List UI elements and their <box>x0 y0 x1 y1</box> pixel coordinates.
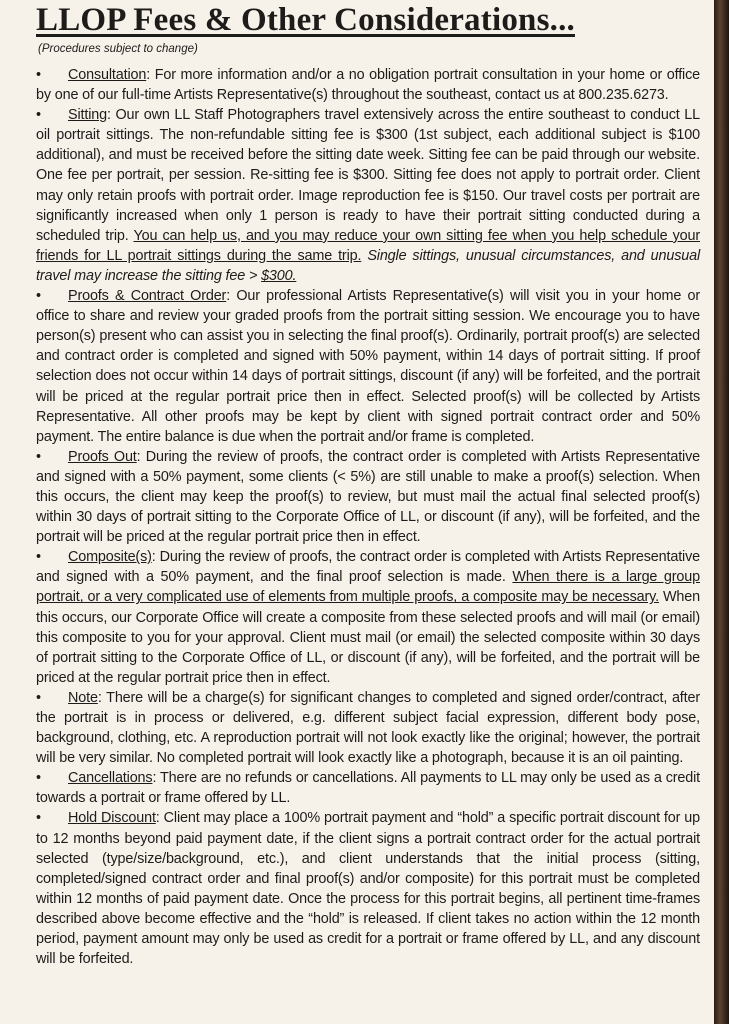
bullet: • <box>36 107 41 124</box>
bullet: • <box>36 689 41 706</box>
section-cancellations <box>36 768 700 808</box>
section-heading: Note <box>68 689 98 706</box>
section-heading: Composite(s) <box>68 549 152 566</box>
bullet: • <box>36 770 41 787</box>
section-text: : During the review of proofs, the contract order is completed with Artists Representative and signed with a 50% payment, some clients (< 5%) are still unable to make a proof(s) selection. When this occurs, the client may keep the proof(s) to review, but must mail the actual final selected proof(s) within 30 days of portrait sitting to the Corporate Office of LL, or discount (if any), will be forfeited, and the portrait will be priced at the regular portrait price then in effect. <box>36 448 700 546</box>
italic-text: Single sittings, unusual circumstances, and unusual travel may increase the sitting fee > <box>36 247 701 284</box>
section-text: : During the review of proofs, the contract order is completed with Artists Representative and signed with a 50% payment, and the final proof selection is made. <box>36 549 700 586</box>
bullet: • <box>36 288 41 305</box>
section-heading: Sitting <box>68 107 107 124</box>
section-text: : For more information and/or a no obligation portrait consultation in your home or office by one of our full-time Artists Representative(s) throughout the southeast, contact us at 800.235.6273. <box>36 67 700 104</box>
section-composites <box>36 547 700 688</box>
page-subtitle: (Procedures subject to change) <box>38 43 198 55</box>
page-title: LLOP Fees & Other Considerations... <box>36 2 575 38</box>
section-text-continued: When this occurs, our Corporate Office will create a composite from these selected proofs and will mail (or email) this composite to you for your approval. Client must mail (or email) the selected composite within 30 days of portrait sitting to the Corporate Office of LL, or discount (if any), will be forfeited, and the portrait will be priced at the regular portrait price then in effect. <box>36 589 700 686</box>
section-heading: Cancellations <box>68 770 153 787</box>
bullet: • <box>36 810 41 827</box>
section-heading: Consultation <box>68 67 147 83</box>
section-heading: Proofs & Contract Order <box>68 288 227 305</box>
italic-underlined-text: $300. <box>261 267 297 284</box>
section-note <box>36 688 700 768</box>
section-sitting <box>36 105 700 286</box>
section-text: : Our own LL Staff Photographers travel extensively across the entire southeast to conduct LL oil portrait sittings. The non-refundable sitting fee is $300 (1st subject, each additional subject is $100 additional), and must be received before the sitting date week. Sitting fee can be paid through our website. One fee per portrait, per session. Re-sitting fee is $300. Sitting fee does not apply to portrait order. Client may only retain proofs with portrait order. Image reproduction fee is $150. Our travel costs per portrait are significantly increased when only 1 person is ready to have their portrait sitting conducted during a scheduled trip. <box>36 107 700 244</box>
section-text: : Client may place a 100% portrait payment and “hold” a specific portrait discount for up to 12 months beyond paid payment date, if the client signs a portrait contract order for the actual portrait selected (type/size/background, etc.), and client understands that the initial process (sitting, completed/signed contract order and final proof(s) and/or composite) for this portrait must be completed within 12 months of paid payment date. Once the process for this portrait begins, all pertinent time-frames described above become effective and the “hold” is released. If client takes no action within the 12 month period, payment amount may only be used as credit for a portrait or frame offered by LL, and any discount will be forfeited. <box>36 810 700 968</box>
section-consultation <box>36 65 700 105</box>
section-text: : There will be a charge(s) for significant changes to completed and signed order/contract, after the portrait is in process or delivered, e.g. different subject facial expression, different body pose, background, clothing, etc. A reproduction portrait will not look exactly like the original; however, the portrait will be very similar. No completed portrait will look exactly like a photograph, because it is an oil painting. <box>36 689 700 767</box>
bullet: • <box>36 549 41 566</box>
section-proofs-out <box>36 447 700 547</box>
page-edge-shadow <box>714 0 729 1024</box>
section-hold-discount <box>36 808 700 969</box>
underlined-text: You can help us, and you may reduce your own sitting fee when you help schedule your friends for LL portrait sittings during the same trip. <box>36 227 700 264</box>
section-text: : Our professional Artists Representative(s) will visit you in your home or office to share and review your graded proofs from the portrait sitting session. We encourage you to have person(s) present who can assist you in selecting the final proof(s). Ordinarily, portrait proof(s) are selected and contract order is completed and signed with 50% payment, within 14 days of portrait sitting. If proof selection does not occur within 14 days of portrait sittings, discount (if any) will be forfeited, and the portrait will be priced at the regular portrait price then in effect. Selected proof(s) will be collected by Artists Representative. All other proofs may be kept by client with signed portrait contract order and 50% payment. The entire balance is due when the portrait and/or frame is completed. <box>36 288 701 445</box>
underlined-text: When there is a large group portrait, or a very complicated use of elements from multiple proofs, a composite may be necessary. <box>36 569 700 606</box>
bullet: • <box>36 448 41 465</box>
section-proofs-contract-order <box>36 286 700 447</box>
section-text: : There are no refunds or cancellations. All payments to LL may only be used as a credit towards a portrait or frame offered by LL. <box>36 770 700 807</box>
document-content <box>36 0 700 969</box>
section-heading: Proofs Out <box>68 448 137 465</box>
bullet: • <box>36 67 41 83</box>
section-heading: Hold Discount <box>68 810 156 827</box>
